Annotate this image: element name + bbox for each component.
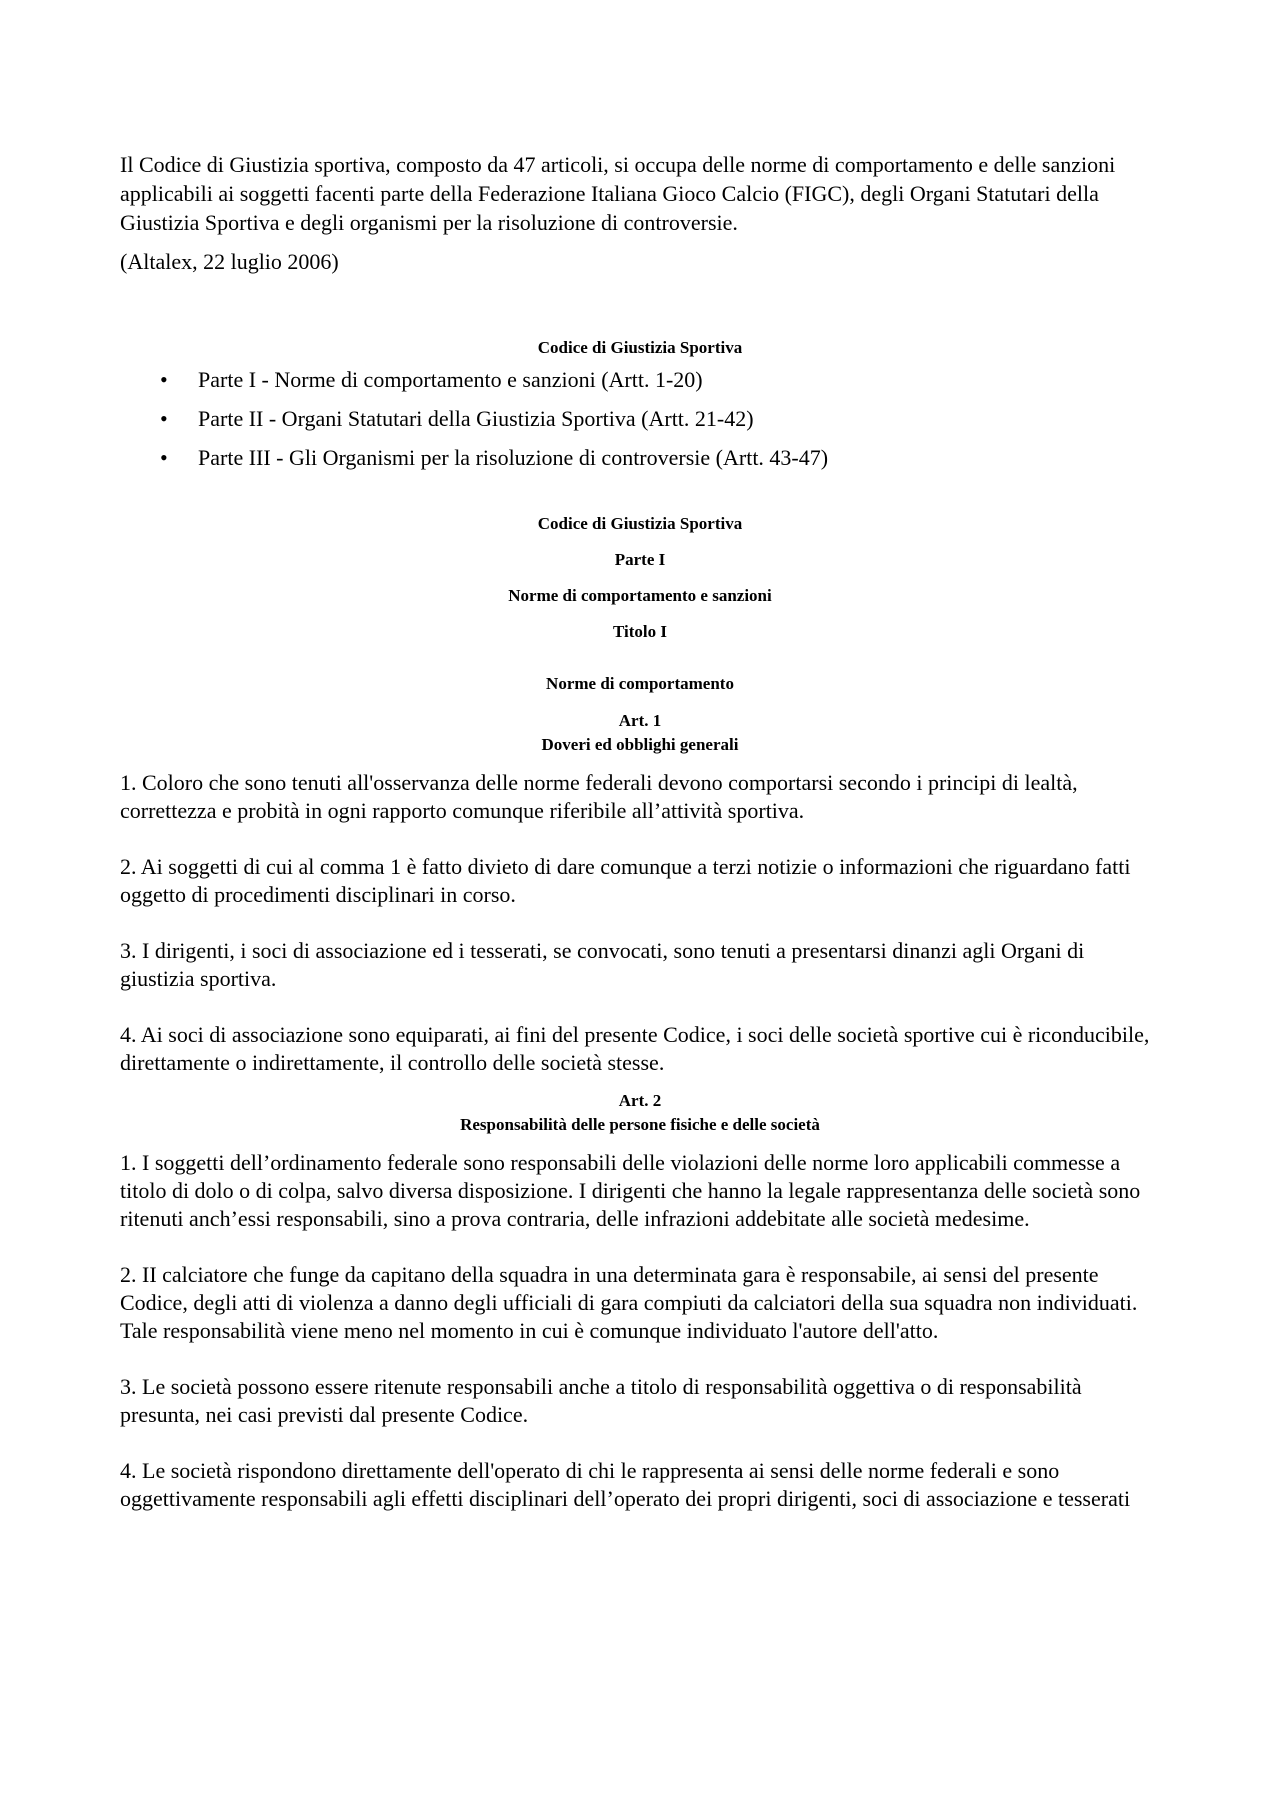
article-title: Doveri ed obblighi generali xyxy=(541,735,739,754)
article-number: Art. 1 xyxy=(618,711,662,730)
intro-paragraph: Il Codice di Giustizia sportiva, composto da 47 articoli, si occupa delle norme di comportamento e delle sanzioni applicabili ai soggetti facenti parte della Federazione Italiana Gioco Calcio (FIGC), degli Organi Statutari della Giustizia Sportiva e degli organismi per la risoluzione di controversie. xyxy=(120,152,1116,235)
toc-list xyxy=(120,366,1160,472)
article-paragraph: 4. Le società rispondono direttamente dell'operato di chi le rappresenta ai sensi delle norme federali e sono oggettivamente responsabili agli effetti disciplinari dell’operato dei propri dirigenti, soci di associazione e tesserati xyxy=(120,1458,1131,1511)
source-note: (Altalex, 22 luglio 2006) xyxy=(120,249,339,274)
article-1-body xyxy=(120,769,1160,1077)
toc-title: Codice di Giustizia Sportiva xyxy=(537,338,743,357)
toc-item-label: Parte II - Organi Statutari della Giustizia Sportiva (Artt. 21-42) xyxy=(198,406,754,431)
article-paragraph: 2. II calciatore che funge da capitano della squadra in una determinata gara è responsabile, ai sensi del presente Codice, degli atti di violenza a danno degli ufficiali di gara compiuti da calciatori della sua squadra non individuati. Tale responsabilità viene meno nel momento in cui è comunque individuato l'autore dell'atto. xyxy=(120,1262,1138,1343)
toc-item-label: Parte III - Gli Organismi per la risoluzione di controversie (Artt. 43-47) xyxy=(198,445,829,470)
bullet-icon: • xyxy=(160,445,168,470)
part-label: Parte I xyxy=(614,550,666,569)
article-paragraph: 1. Coloro che sono tenuti all'osservanza delle norme federali devono comportarsi secondo i principi di lealtà, correttezza e probità in ogni rapporto comunque riferibile all’attività sportiva. xyxy=(120,770,1078,823)
code-title: Codice di Giustizia Sportiva xyxy=(537,514,743,533)
toc-item xyxy=(120,366,1160,394)
article-paragraph: 2. Ai soggetti di cui al comma 1 è fatto divieto di dare comunque a terzi notizie o informazioni che riguardano fatti oggetto di procedimenti disciplinari in corso. xyxy=(120,854,1131,907)
article-paragraph: 4. Ai soci di associazione sono equiparati, ai fini del presente Codice, i soci delle società sportive cui è riconducibile, direttamente o indirettamente, il controllo delle società stesse. xyxy=(120,1022,1150,1075)
titolo-label: Titolo I xyxy=(612,622,667,641)
toc-item-label: Parte I - Norme di comportamento e sanzioni (Artt. 1-20) xyxy=(198,367,703,392)
toc-item xyxy=(120,444,1160,472)
article-paragraph: 3. Le società possono essere ritenute responsabili anche a titolo di responsabilità oggettiva o di responsabilità presunta, nei casi previsti dal presente Codice. xyxy=(120,1374,1082,1427)
titolo-name: Norme di comportamento xyxy=(546,674,734,693)
part-title: Norme di comportamento e sanzioni xyxy=(508,586,772,605)
article-2-body xyxy=(120,1149,1160,1513)
bullet-icon: • xyxy=(160,367,168,392)
toc-item xyxy=(120,405,1160,433)
article-title: Responsabilità delle persone fisiche e delle società xyxy=(460,1115,820,1134)
bullet-icon: • xyxy=(160,406,168,431)
article-number: Art. 2 xyxy=(618,1091,662,1110)
section-headings xyxy=(120,512,1160,757)
article-paragraph: 1. I soggetti dell’ordinamento federale sono responsabili delle violazioni delle norme loro applicabili commesse a titolo di dolo o di colpa, salvo diversa disposizione. I dirigenti che hanno la legale rappresentanza delle società sono ritenuti anch’essi responsabili, sino a prova contraria, delle infrazioni addebitate alle società medesime. xyxy=(120,1150,1141,1231)
article-paragraph: 3. I dirigenti, i soci di associazione ed i tesserati, se convocati, sono tenuti a presentarsi dinanzi agli Organi di giustizia sportiva. xyxy=(120,938,1085,991)
